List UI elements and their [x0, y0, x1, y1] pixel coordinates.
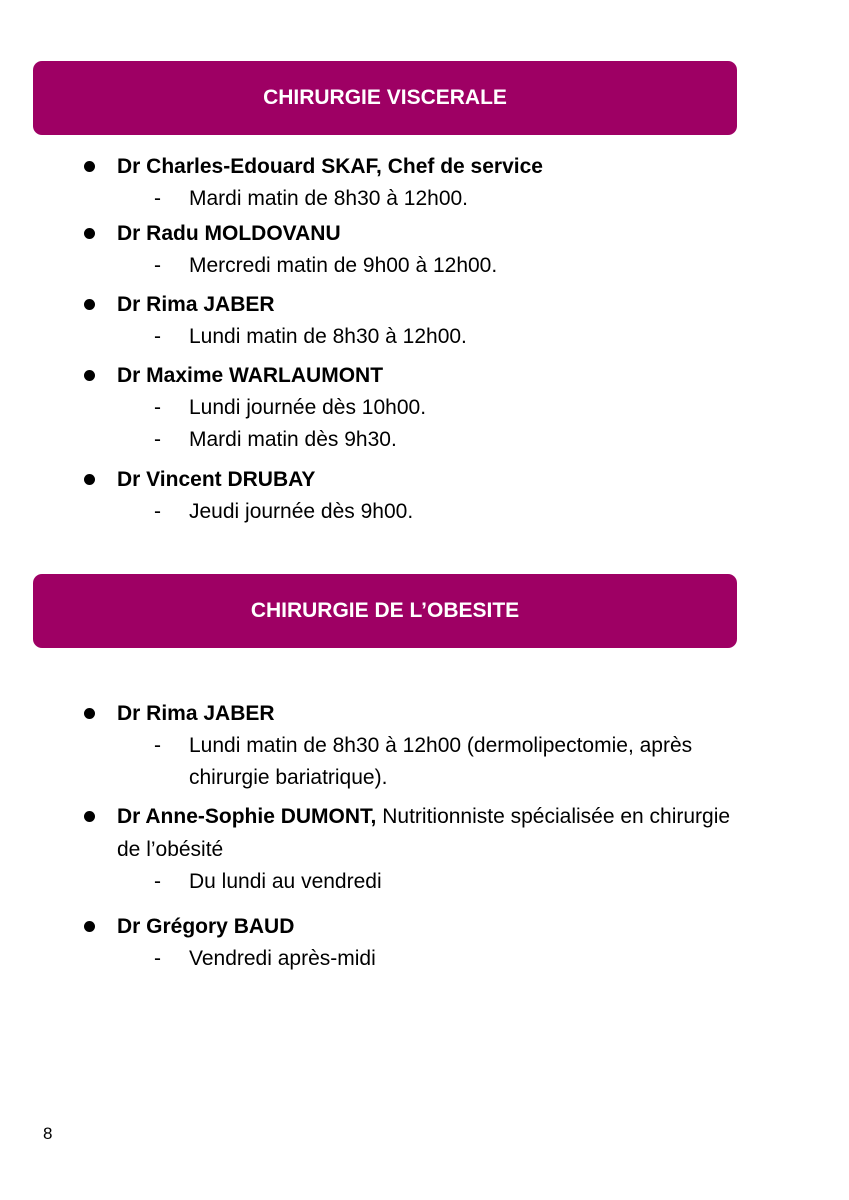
schedule-line — [0, 424, 849, 456]
schedule-text: Mardi matin de 8h30 à 12h00. — [189, 187, 469, 210]
bullet-icon — [84, 161, 95, 172]
schedule-text: Vendredi après-midi — [189, 947, 376, 970]
section-header-chirurgie-obesite — [33, 574, 737, 648]
bullet-icon — [84, 228, 95, 239]
doctor-name: Dr Anne-Sophie DUMONT, — [117, 805, 377, 828]
doctor-entry — [0, 910, 849, 975]
schedule-line — [0, 392, 849, 424]
doctor-entry — [0, 288, 849, 353]
doctor-entry — [0, 800, 849, 898]
schedule-text: Jeudi journée dès 9h00. — [189, 500, 414, 523]
dash-marker: - — [154, 254, 161, 277]
doctor-name: Dr Grégory BAUD — [117, 915, 295, 938]
schedule-line — [0, 730, 849, 794]
doctor-entry — [0, 150, 849, 215]
doctor-name: Dr Rima JABER — [117, 702, 275, 725]
bullet-icon — [84, 474, 95, 485]
bullet-icon — [84, 811, 95, 822]
section-title: CHIRURGIE VISCERALE — [263, 86, 507, 109]
doctor-entry — [0, 359, 849, 456]
schedule-text: Mercredi matin de 9h00 à 12h00. — [189, 254, 498, 277]
schedule-text: Lundi journée dès 10h00. — [189, 396, 427, 419]
doctor-description: Nutritionniste spécialisée en chirurgie de l’obésité — [117, 805, 731, 861]
doctor-name: Dr Charles-Edouard SKAF, Chef de service — [117, 155, 543, 178]
doctor-entry — [0, 217, 849, 282]
schedule-line — [0, 496, 849, 528]
doctor-name: Dr Vincent DRUBAY — [117, 468, 316, 491]
dash-marker: - — [154, 500, 161, 523]
doctor-name: Dr Maxime WARLAUMONT — [117, 364, 384, 387]
dash-marker: - — [154, 870, 161, 893]
doctor-name: Dr Radu MOLDOVANU — [117, 222, 341, 245]
bullet-icon — [84, 299, 95, 310]
section-list-chirurgie-viscerale — [0, 150, 849, 528]
schedule-line — [0, 250, 849, 282]
doctor-entry — [0, 697, 849, 794]
schedule-line — [0, 321, 849, 353]
dash-marker: - — [154, 187, 161, 210]
schedule-line — [0, 866, 849, 898]
schedule-text: Lundi matin de 8h30 à 12h00. — [189, 325, 467, 348]
section-header-chirurgie-viscerale — [33, 61, 737, 135]
schedule-text: Mardi matin dès 9h30. — [189, 428, 397, 451]
schedule-text: Du lundi au vendredi — [189, 870, 382, 893]
bullet-icon — [84, 708, 95, 719]
bullet-icon — [84, 921, 95, 932]
dash-marker: - — [154, 734, 161, 757]
section-title: CHIRURGIE DE L’OBESITE — [250, 599, 520, 622]
page-number: 8 — [43, 1124, 53, 1143]
dash-marker: - — [154, 947, 161, 970]
dash-marker: - — [154, 428, 161, 451]
doctor-entry — [0, 463, 849, 528]
schedule-line — [0, 183, 849, 215]
schedule-line — [0, 943, 849, 975]
doctor-name: Dr Rima JABER — [117, 293, 275, 316]
section-list-chirurgie-obesite — [0, 697, 849, 975]
dash-marker: - — [154, 325, 161, 348]
bullet-icon — [84, 370, 95, 381]
dash-marker: - — [154, 396, 161, 419]
schedule-text: Lundi matin de 8h30 à 12h00 (dermolipectomie, après chirurgie bariatrique). — [189, 734, 693, 789]
